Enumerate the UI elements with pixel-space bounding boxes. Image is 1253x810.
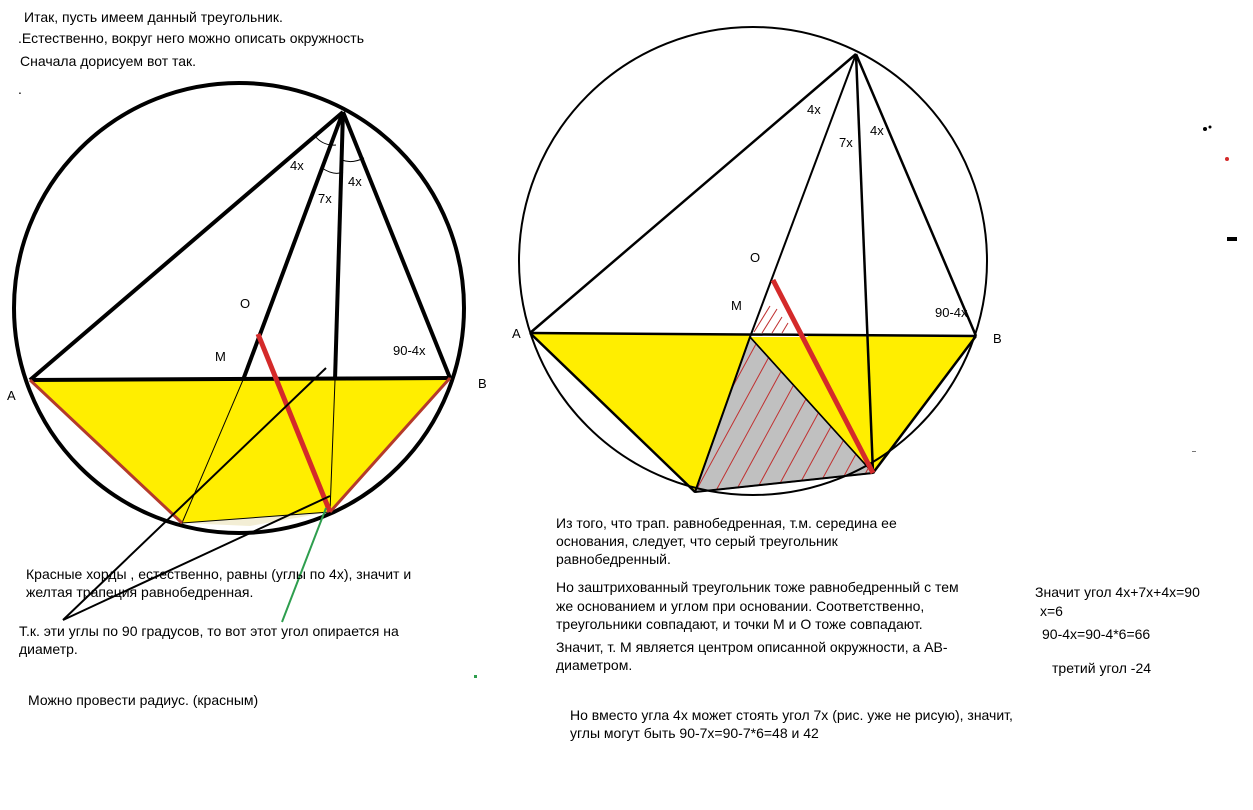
left-note-diameter-1: Т.к. эти углы по 90 градусов, то вот этот угол опирается на [19, 623, 399, 639]
bottom-note-2: углы могут быть 90-7x=90-7*6=48 и 42 [570, 725, 819, 741]
right-note-center-2: диаметром. [556, 657, 633, 673]
right-median [750, 54, 856, 337]
right-note-gray-2: основания, следует, что серый треугольник [556, 533, 838, 549]
left-note-radius: Можно провести радиус. (красным) [28, 692, 259, 708]
right-side-AC [530, 54, 856, 333]
right-label-M: M [731, 298, 742, 313]
left-label-B: B [478, 376, 487, 391]
right-label-B: B [993, 331, 1002, 346]
left-label-M: M [215, 349, 226, 364]
left-label-A: A [7, 388, 16, 403]
right-label-4x-right: 4x [870, 123, 884, 138]
left-altitude [335, 112, 343, 380]
right-side-CB [856, 54, 976, 336]
right-note-hatched-1: Но заштрихованный треугольник тоже равнобедренный с тем [556, 579, 959, 595]
right-label-4x-left: 4x [807, 102, 821, 117]
bottom-note-1: Но вместо угла 4x может стоять угол 7x (рис. уже не рисую), значит, [570, 707, 1013, 723]
intro-line-2: .Естественно, вокруг него можно описать окружность [18, 30, 365, 46]
left-label-4x-left: 4x [290, 158, 304, 173]
right-label-90-4x: 90-4x [935, 305, 968, 320]
right-label-O: O [750, 250, 761, 265]
intro-line-1: Итак, пусть имеем данный треугольник. [24, 9, 283, 25]
left-side-AB [30, 378, 450, 380]
solution-angle-value: 90-4x=90-4*6=66 [1042, 626, 1151, 642]
right-note-hatched-3: треугольники совпадают, и точки M и O тоже совпадают. [556, 616, 923, 632]
right-note-hatched-2: же основанием и углом при основании. Соответственно, [556, 598, 925, 614]
left-label-4x-right: 4x [348, 174, 362, 189]
solution-equation: Значит угол 4x+7x+4x=90 [1035, 584, 1200, 600]
right-note-gray-1: Из того, что трап. равнобедренная, т.м. середина ее [556, 515, 897, 531]
right-figure [519, 27, 987, 520]
left-note-chords-2: желтая трапеция равнобедренная. [26, 584, 254, 600]
intro-line-4: . [18, 81, 22, 97]
left-side-CB [343, 112, 450, 378]
solution-third-angle: третий угол -24 [1052, 660, 1152, 676]
left-label-O: O [240, 296, 251, 311]
left-label-7x: 7x [318, 191, 332, 206]
left-note-diameter-2: диаметр. [19, 641, 78, 657]
right-label-7x: 7x [839, 135, 853, 150]
solution-x-value: x=6 [1040, 603, 1063, 619]
right-label-A: A [512, 326, 521, 341]
intro-line-3: Сначала дорисуем вот так. [20, 53, 197, 69]
left-label-90-4x: 90-4x [393, 343, 426, 358]
right-note-gray-3: равнобедренный. [556, 551, 671, 567]
right-note-center-1: Значит, т. M является центром описанной окружности, а AB- [556, 639, 948, 655]
left-note-chords-1: Красные хорды , естественно, равны (углы по 4x), значит и [26, 566, 412, 582]
